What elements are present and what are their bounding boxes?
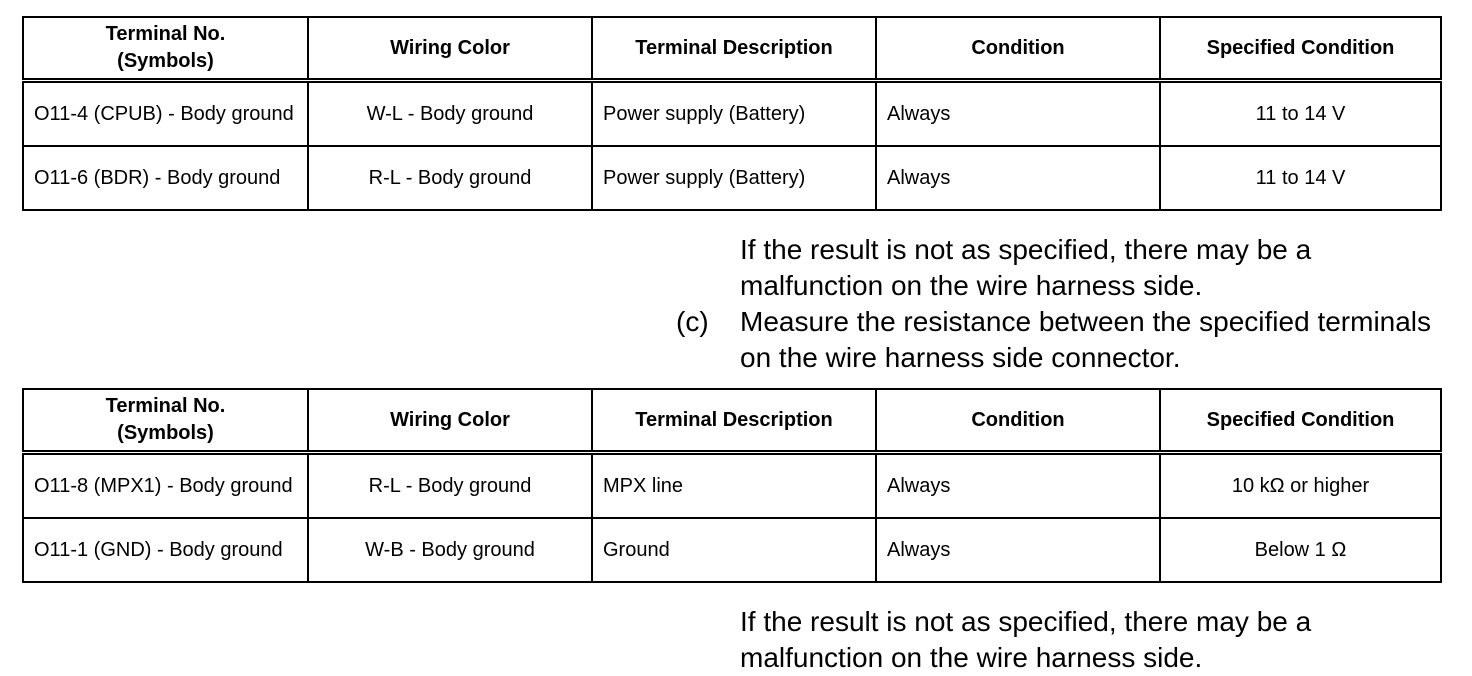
terminal-cell: O11-8 (MPX1) - Body ground (23, 453, 308, 519)
wiring-color-cell: W-L - Body ground (308, 81, 592, 147)
header-wiring-color: Wiring Color (308, 389, 592, 453)
terminal-description-cell: MPX line (592, 453, 876, 519)
terminal-description-cell: Ground (592, 518, 876, 582)
wiring-color-cell: W-B - Body ground (308, 518, 592, 582)
table-row (23, 453, 1441, 519)
header-wiring-color: Wiring Color (308, 17, 592, 81)
terminal-cell: O11-1 (GND) - Body ground (23, 518, 308, 582)
wiring-color-cell: R-L - Body ground (308, 453, 592, 519)
header-condition: Condition (876, 389, 1160, 453)
condition-cell: Always (876, 453, 1160, 519)
terminal-cell: O11-6 (BDR) - Body ground (23, 146, 308, 210)
specified-condition-cell: 11 to 14 V (1160, 146, 1441, 210)
header-specified-condition: Specified Condition (1160, 17, 1441, 81)
header-specified-condition: Specified Condition (1160, 389, 1441, 453)
wiring-color-cell: R-L - Body ground (308, 146, 592, 210)
resistance-spec-table (22, 388, 1442, 583)
condition-cell: Always (876, 81, 1160, 147)
table-header-row (23, 17, 1441, 81)
table-header-row (23, 389, 1441, 453)
table-row (23, 146, 1441, 210)
table-row (23, 81, 1441, 147)
specified-condition-cell: Below 1 Ω (1160, 518, 1441, 582)
header-terminal-no: Terminal No. (Symbols) (23, 389, 308, 453)
voltage-spec-table (22, 16, 1442, 211)
table-row (23, 518, 1441, 582)
step-c-label: (c) (676, 306, 709, 337)
header-terminal-description: Terminal Description (592, 17, 876, 81)
condition-cell: Always (876, 146, 1160, 210)
specified-condition-cell: 11 to 14 V (1160, 81, 1441, 147)
condition-cell: Always (876, 518, 1160, 582)
result-note: If the result is not as specified, there may be a malfunction on the wire harness side. (740, 606, 1312, 673)
result-note: If the result is not as specified, there may be a malfunction on the wire harness side. (740, 234, 1312, 301)
terminal-description-cell: Power supply (Battery) (592, 146, 876, 210)
terminal-cell: O11-4 (CPUB) - Body ground (23, 81, 308, 147)
terminal-description-cell: Power supply (Battery) (592, 81, 876, 147)
step-c-instruction: Measure the resistance between the specified terminals on the wire harness side connector. (740, 306, 1432, 373)
header-terminal-description: Terminal Description (592, 389, 876, 453)
header-condition: Condition (876, 17, 1160, 81)
header-terminal-no: Terminal No. (Symbols) (23, 17, 308, 81)
specified-condition-cell: 10 kΩ or higher (1160, 453, 1441, 519)
